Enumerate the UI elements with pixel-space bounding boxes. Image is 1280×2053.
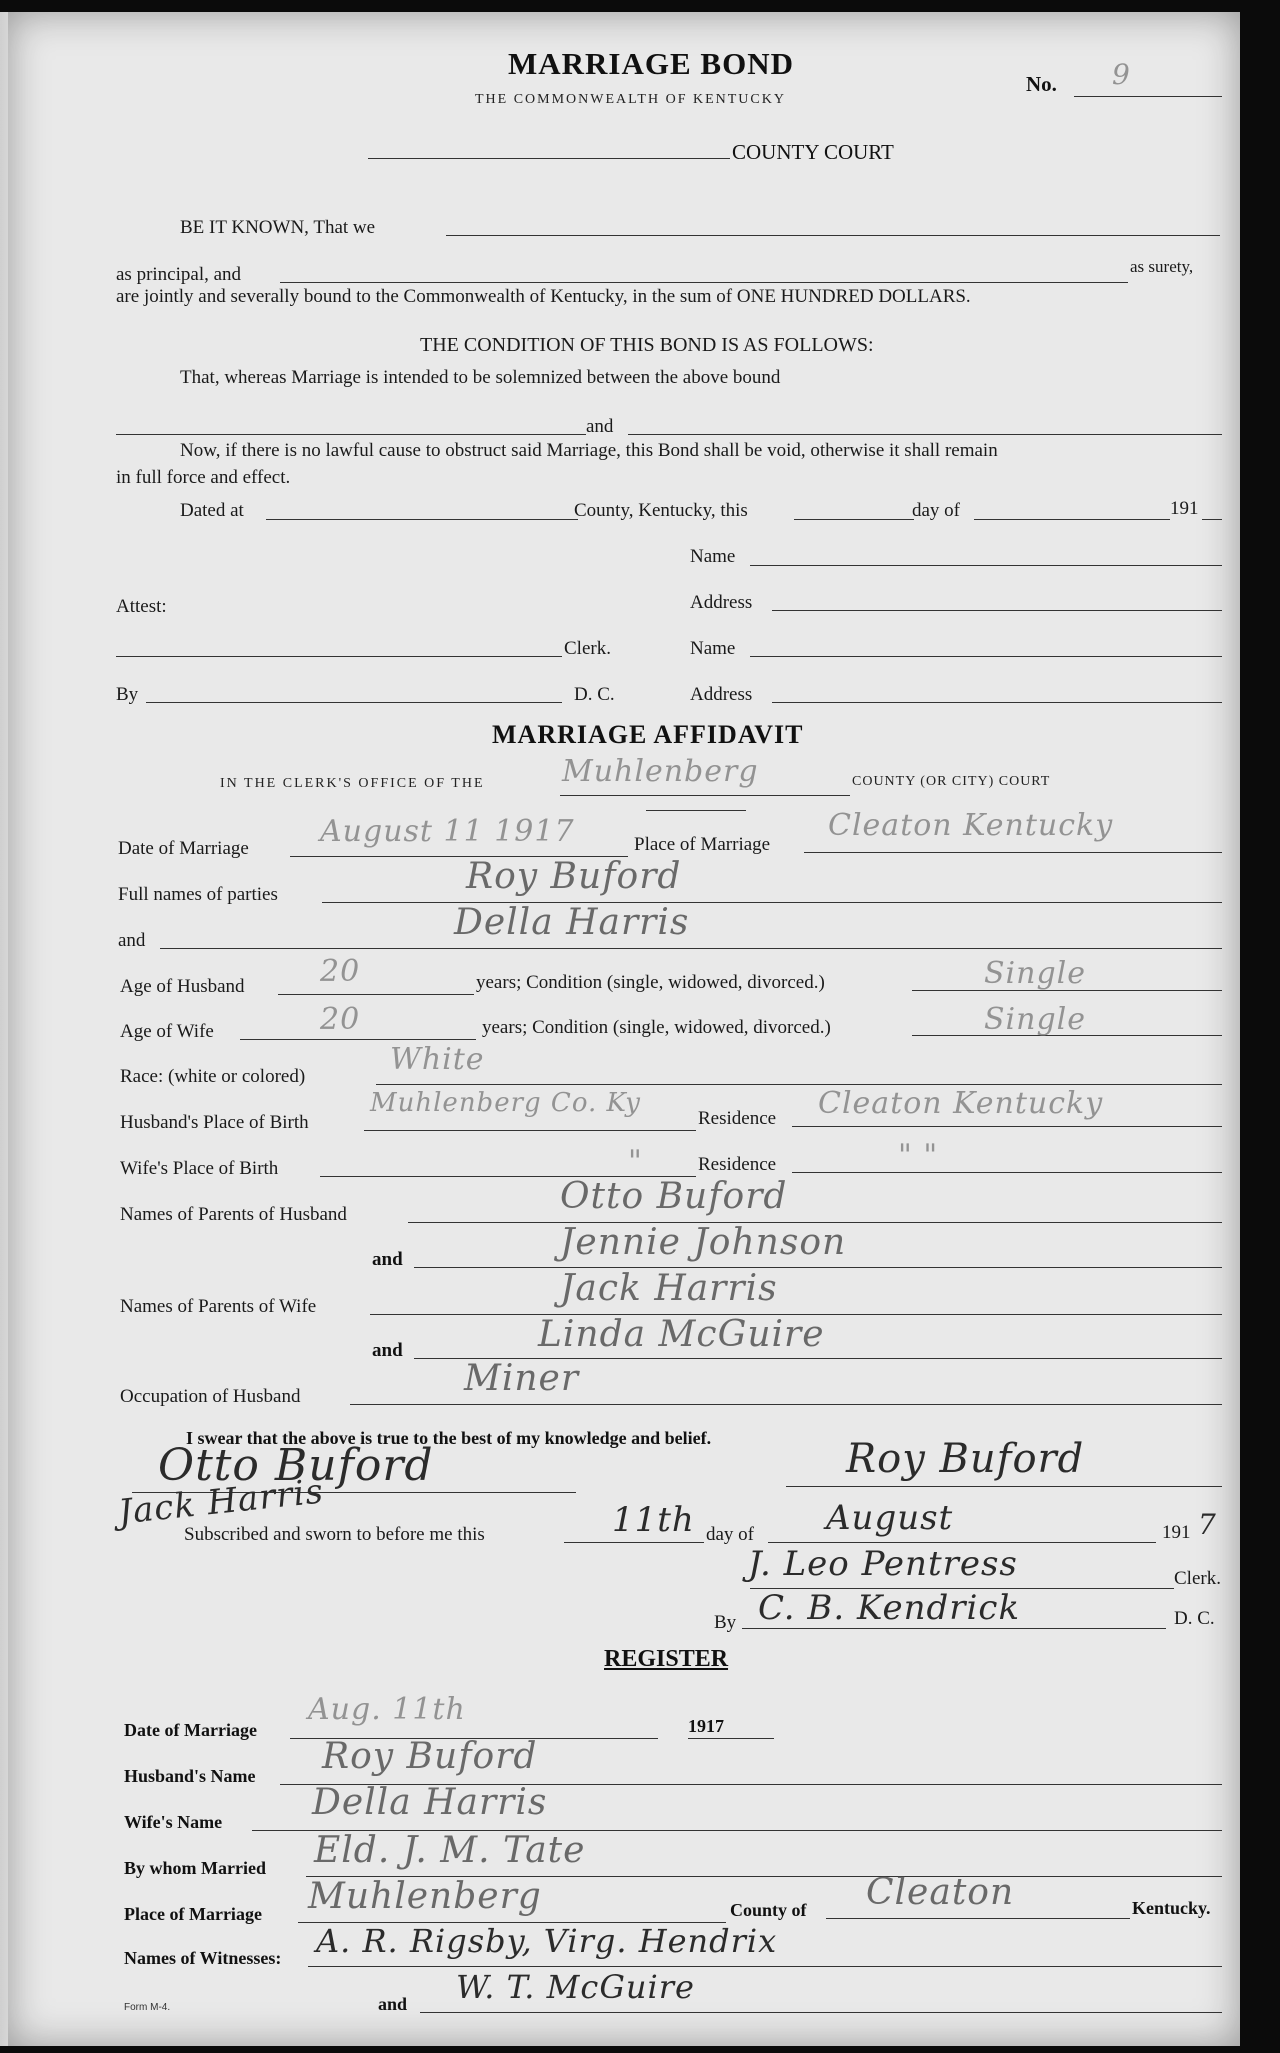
husband-birth-value: Muhlenberg Co. Ky (370, 1088, 641, 1118)
affiant-signature-line (786, 1486, 1222, 1487)
race-value: White (390, 1042, 485, 1077)
register-county-line (826, 1918, 1130, 1919)
principal-name-line (750, 656, 1222, 657)
dated-at-label: Dated at (180, 500, 244, 521)
bound-party1-line (116, 434, 586, 435)
bond-subtitle: THE COMMONWEALTH OF KENTUCKY (475, 92, 786, 107)
register-witness2-value: W. T. McGuire (456, 1968, 695, 2006)
principal-address-line (772, 702, 1222, 703)
husband-birth-label: Husband's Place of Birth (120, 1112, 309, 1133)
register-witnesses-label: Names of Witnesses: (124, 1948, 282, 1968)
jointly-bound-text: are jointly and severally bound to the Commonwealth of Kentucky, in the sum of ONE HUNDRED DOLLARS. (116, 286, 971, 307)
deputy-dc-label: D. C. (1174, 1608, 1215, 1629)
husband-residence-value: Cleaton Kentucky (818, 1086, 1104, 1121)
wife-birth-label: Wife's Place of Birth (120, 1158, 279, 1179)
sworn-day-line (564, 1542, 704, 1543)
race-line (376, 1084, 1222, 1085)
be-it-known-text: BE IT KNOWN, That we (180, 217, 376, 238)
husband-residence-line (792, 1126, 1222, 1127)
attest-dc-label: D. C. (574, 684, 615, 705)
full-names-label: Full names of parties (118, 884, 278, 905)
condition-wife-value: Single (984, 1002, 1087, 1037)
occupation-label: Occupation of Husband (120, 1386, 301, 1407)
register-witness1-value: A. R. Rigsby, Virg. Hendrix (316, 1922, 778, 1960)
county-kentucky-this-label: County, Kentucky, this (574, 500, 748, 521)
register-married-by-value: Eld. J. M. Tate (314, 1830, 586, 1871)
condition-husband-label: years; Condition (single, widowed, divorced.) (476, 972, 825, 993)
party2-value: Della Harris (454, 902, 690, 943)
sworn-day-of-label: day of (706, 1524, 755, 1545)
register-county-of-label: County of (730, 1900, 807, 1920)
party1-value: Roy Buford (466, 856, 682, 897)
wife-residence-value: " " (898, 1138, 939, 1173)
deputy-by-label: By (714, 1612, 737, 1633)
signature-otto-buford: Otto Buford (158, 1440, 434, 1491)
attest-by-label: By (116, 684, 139, 705)
clerk-label: Clerk. (1174, 1568, 1221, 1589)
as-principal-text: as principal, and (116, 264, 242, 285)
register-wife-label: Wife's Name (124, 1812, 223, 1832)
sworn-month-line (768, 1542, 1156, 1543)
bound-party2-line (628, 434, 1222, 435)
register-wife-value: Della Harris (312, 1782, 548, 1823)
register-year-value: 1917 (688, 1716, 724, 1736)
bond-number-line (1074, 96, 1222, 97)
wife-birth-value: " (628, 1144, 643, 1179)
occupation-value: Miner (464, 1358, 580, 1399)
age-husband-line (278, 994, 474, 995)
parent-h2-line (414, 1267, 1222, 1268)
bond-month-line (974, 519, 1170, 520)
surety-line (280, 282, 1128, 283)
husband-residence-label: Residence (698, 1108, 777, 1129)
date-of-marriage-value: August 11 1917 (320, 814, 575, 849)
register-husband-label: Husband's Name (124, 1766, 256, 1786)
bond-number-value: 9 (1112, 58, 1131, 91)
age-husband-value: 20 (320, 954, 361, 989)
place-of-marriage-label: Place of Marriage (634, 834, 771, 855)
title-divider (646, 810, 746, 811)
parent-h1-value: Otto Buford (560, 1176, 788, 1217)
bond-day-of-label: day of (912, 500, 961, 521)
parent-h2-value: Jennie Johnson (560, 1222, 847, 1263)
attest-clerk-label: Clerk. (564, 638, 611, 659)
parent-w2-value: Linda McGuire (538, 1314, 825, 1355)
parents-husband-label: Names of Parents of Husband (120, 1204, 347, 1225)
county-court-line (368, 158, 730, 159)
bond-day-line (794, 519, 914, 520)
parent-w2-and-label: and (372, 1340, 403, 1361)
register-husband-value: Roy Buford (322, 1736, 538, 1777)
age-wife-line (240, 1039, 476, 1040)
signature-jack-harris: Jack Harris (116, 1471, 326, 1533)
attest-label: Attest: (116, 596, 167, 617)
age-wife-label: Age of Wife (120, 1021, 214, 1042)
register-witness1-line (308, 1966, 1222, 1967)
principal-address-label: Address (690, 684, 753, 705)
register-date-value: Aug. 11th (308, 1692, 466, 1727)
date-of-marriage-label: Date of Marriage (118, 838, 249, 859)
place-of-marriage-line (804, 852, 1222, 853)
place-of-marriage-value: Cleaton Kentucky (828, 808, 1114, 843)
parent-w1-value: Jack Harris (560, 1268, 778, 1309)
surety-address-line (772, 610, 1222, 611)
marriage-record-form (8, 12, 1240, 2046)
condition-wife-label: years; Condition (single, widowed, divorced.) (482, 1017, 831, 1038)
parents-wife-label: Names of Parents of Wife (120, 1296, 317, 1317)
attest-clerk-line (116, 656, 562, 657)
bond-year-prefix: 191 (1170, 498, 1199, 519)
race-label: Race: (white or colored) (120, 1066, 306, 1087)
deputy-signature-line (742, 1628, 1166, 1629)
party2-and-label: and (118, 930, 146, 951)
wife-residence-label: Residence (698, 1154, 777, 1175)
register-married-by-label: By whom Married (124, 1858, 266, 1878)
register-witness2-line (420, 2012, 1222, 2013)
swear-statement: I swear that the above is true to the best of my knowledge and belief. (186, 1428, 712, 1448)
county-court-label: COUNTY COURT (732, 140, 894, 164)
register-place-label: Place of Marriage (124, 1904, 262, 1924)
principal-line (446, 235, 1220, 236)
affidavit-county-name: Muhlenberg (562, 754, 759, 789)
condition-husband-value: Single (984, 956, 1087, 991)
bond-number-label: No. (1026, 72, 1057, 96)
signature-roy-buford: Roy Buford (846, 1436, 1085, 1482)
surety-name-line (750, 565, 1222, 566)
register-kentucky-label: Kentucky. (1132, 1898, 1211, 1918)
principal-name-label: Name (690, 638, 736, 659)
bound-and-text: and (586, 416, 614, 437)
occupation-line (350, 1404, 1222, 1405)
sworn-year-suffix: 7 (1198, 1508, 1217, 1541)
register-year-line (688, 1738, 774, 1739)
attest-by-line (146, 702, 562, 703)
age-wife-value: 20 (320, 1002, 361, 1037)
wife-residence-line (792, 1172, 1222, 1173)
register-witness2-and-label: and (378, 1994, 408, 2014)
now-if-text-2: in full force and effect. (116, 467, 291, 488)
bond-title: MARRIAGE BOND (508, 46, 794, 81)
deputy-signature: C. B. Kendrick (758, 1588, 1021, 1628)
surety-name-label: Name (690, 546, 736, 567)
affidavit-county-line (560, 795, 850, 796)
form-number: Form M-4. (124, 2002, 171, 2013)
sworn-day-value: 11th (612, 1500, 695, 1540)
subscribed-sworn-text: Subscribed and sworn to before me this (184, 1524, 485, 1545)
as-surety-text: as surety, (1130, 257, 1194, 276)
now-if-text-1: Now, if there is no lawful cause to obstruct said Marriage, this Bond shall be void, otherwise it shall remain (180, 440, 998, 461)
age-husband-label: Age of Husband (120, 976, 245, 997)
register-county-value: Cleaton (866, 1872, 1015, 1913)
affidavit-title: MARRIAGE AFFIDAVIT (492, 720, 804, 749)
clerk-signature: J. Leo Pentress (748, 1544, 1018, 1584)
husband-birth-line (364, 1130, 696, 1131)
condition-heading: THE CONDITION OF THIS BOND IS AS FOLLOWS: (420, 334, 874, 356)
clerks-office-suffix: COUNTY (OR CITY) COURT (852, 774, 1051, 789)
bond-year-line (1202, 519, 1222, 520)
dated-at-line (266, 519, 578, 520)
register-date-label: Date of Marriage (124, 1720, 257, 1740)
sworn-year-prefix: 191 (1162, 1522, 1191, 1543)
surety-address-label: Address (690, 592, 753, 613)
whereas-text: That, whereas Marriage is intended to be solemnized between the above bound (180, 367, 781, 388)
parent-h2-and-label: and (372, 1249, 403, 1270)
party2-line (160, 948, 1222, 949)
register-title: REGISTER (604, 1646, 729, 1672)
clerks-office-prefix: IN THE CLERK'S OFFICE OF THE (220, 776, 485, 791)
sworn-month-value: August (826, 1498, 954, 1538)
register-place-value: Muhlenberg (308, 1876, 542, 1917)
